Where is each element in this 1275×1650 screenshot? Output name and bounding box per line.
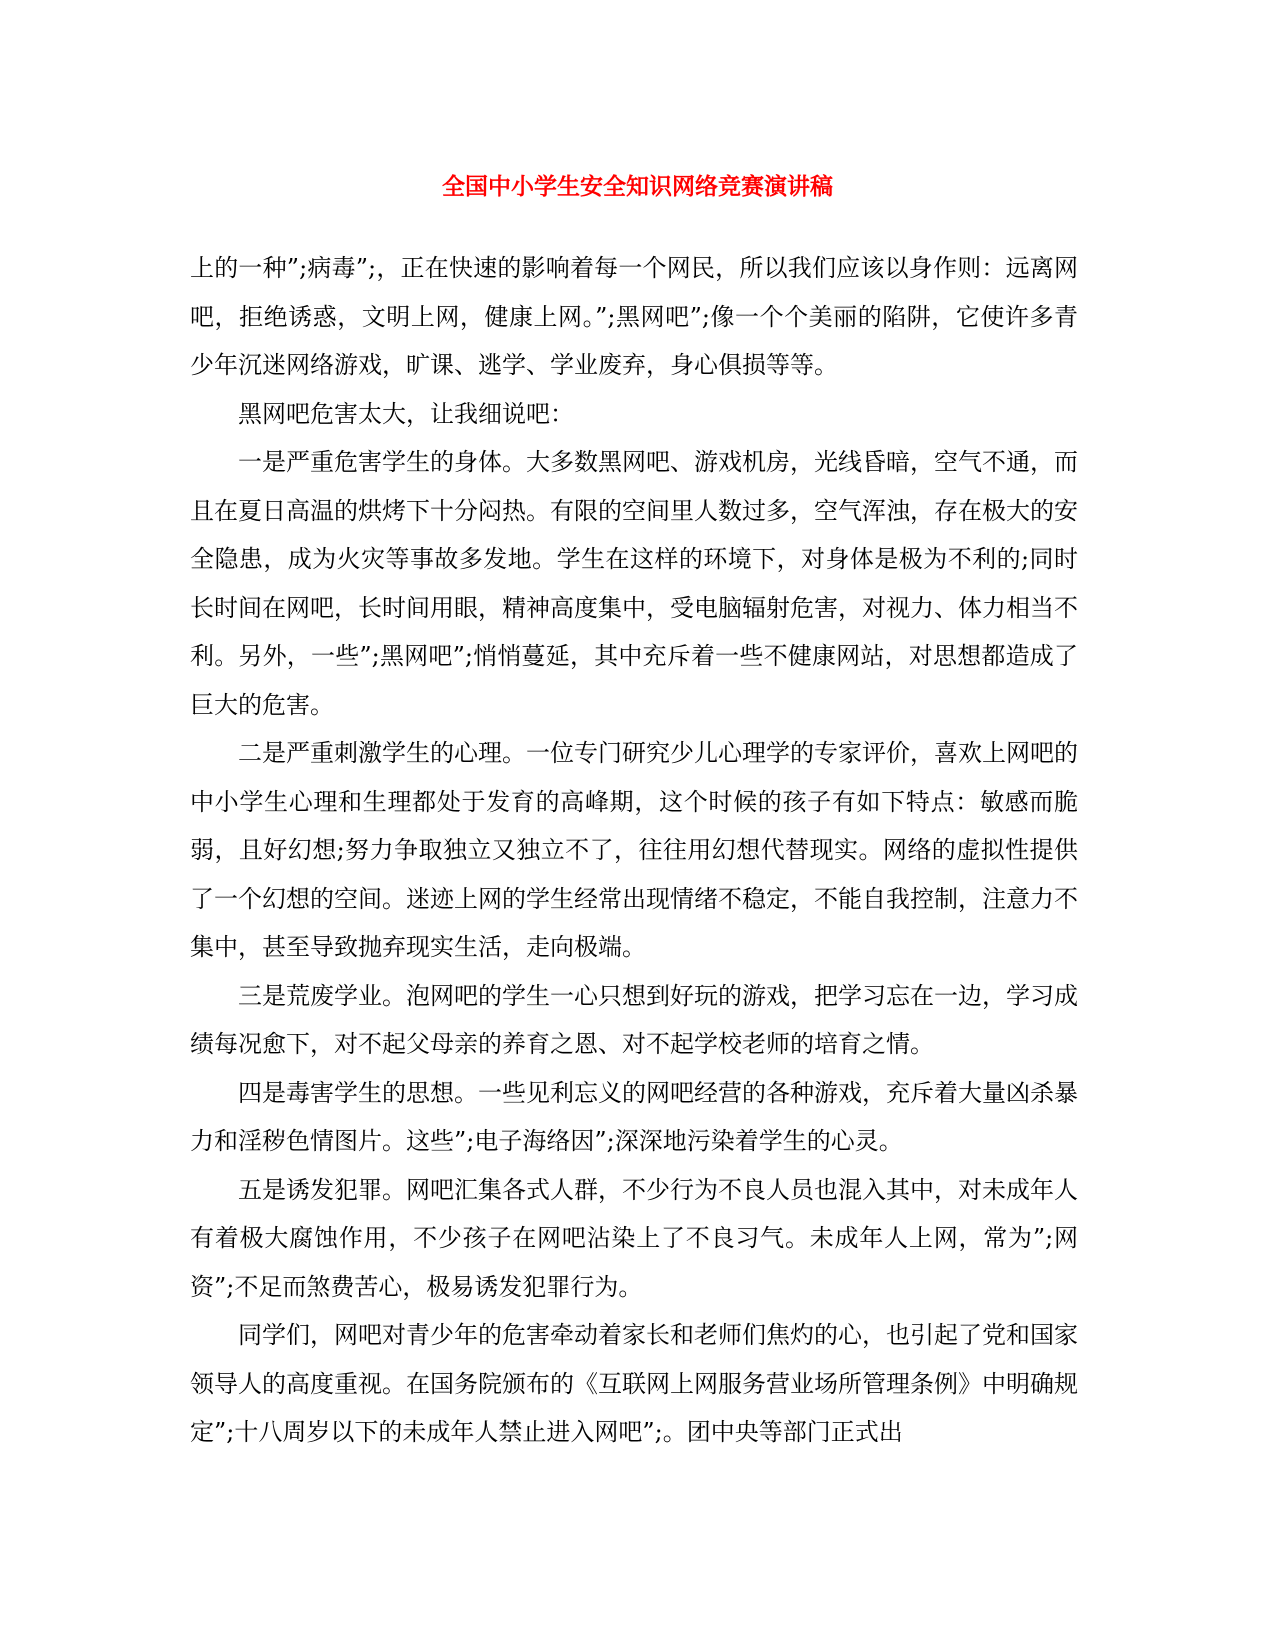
paragraph: 黑网吧危害太大，让我细说吧：	[238, 399, 574, 428]
paragraph: 二是严重刺激学生的心理。一位专门研究少儿心理学的专家评价，喜欢上网吧的中小学生心理和生理都处于发育的高峰期，这个时候的孩子有如下特点：敏感而脆弱，且好幻想;努力争取独立又独立不了，往往用幻想代替现实。网络的虚拟性提供了一个幻想的空间。迷迹上网的学生经常出现情绪不稳定，不能自我控制，注意力不集中，甚至导致抛弃现实生活，走向极端。	[190, 739, 1078, 961]
paragraph: 同学们，网吧对青少年的危害牵动着家长和老师们焦灼的心，也引起了党和国家领导人的高度重视。在国务院颁布的《互联网上网服务营业场所管理条例》中明确规定”;十八周岁以下的未成年人禁止进入网吧”;。团中央等部门正式出	[190, 1321, 1078, 1446]
paragraph: 三是荒废学业。泡网吧的学生一心只想到好玩的游戏，把学习忘在一边，学习成绩每况愈下，对不起父母亲的养育之恩、对不起学校老师的培育之情。	[190, 981, 1078, 1058]
paragraph: 一是严重危害学生的身体。大多数黑网吧、游戏机房，光线昏暗，空气不通，而且在夏日高温的烘烤下十分闷热。有限的空间里人数过多，空气浑浊，存在极大的安全隐患，成为火灾等事故多发地。学生在这样的环境下，对身体是极为不利的;同时长时间在网吧，长时间用眼，精神高度集中，受电脑辐射危害，对视力、体力相当不利。另外，一些”;黑网吧”;悄悄蔓延，其中充斥着一些不健康网站，对思想都造成了巨大的危害。	[190, 448, 1078, 719]
paragraph: 上的一种”;病毒”;，正在快速的影响着每一个网民，所以我们应该以身作则：远离网吧，拒绝诱惑，文明上网，健康上网。”;黑网吧”;像一个个美丽的陷阱，它使许多青少年沉迷网络游戏，旷课、逃学、学业废弃，身心俱损等等。	[190, 254, 1078, 379]
paragraph: 四是毒害学生的思想。一些见利忘义的网吧经营的各种游戏，充斥着大量凶杀暴力和淫秽色情图片。这些”;电子海络因”;深深地污染着学生的心灵。	[190, 1078, 1078, 1155]
document-body	[190, 244, 1078, 1457]
paragraph: 五是诱发犯罪。网吧汇集各式人群，不少行为不良人员也混入其中，对未成年人有着极大腐蚀作用，不少孩子在网吧沾染上了不良习气。未成年人上网，常为”;网资”;不足而煞费苦心，极易诱发犯罪行为。	[190, 1175, 1078, 1301]
document-title: 全国中小学生安全知识网络竞赛演讲稿	[442, 173, 833, 200]
